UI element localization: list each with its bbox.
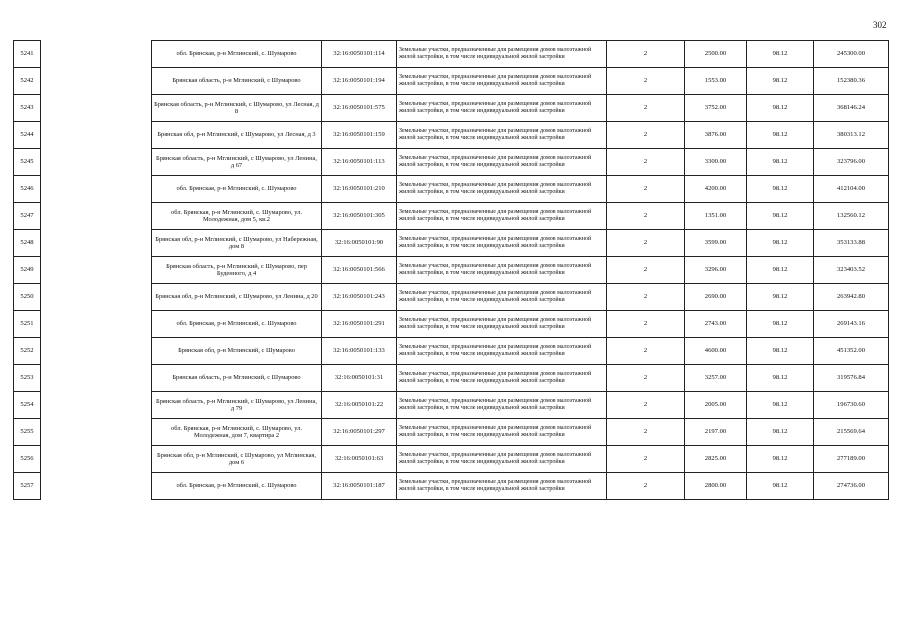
cadastral-value-cell: 319576.84 [814, 365, 889, 392]
cadastral-value-cell: 412104.00 [814, 176, 889, 203]
address-cell: Брянская обл, р-н Мглинский, с Шумарово, ул Мглинская, дом 6 [152, 446, 322, 473]
cadastral-number-cell: 32:16:0050101:291 [322, 311, 397, 338]
cadastral-number-cell: 32:16:0050101:297 [322, 419, 397, 446]
specific-value-cell: 98.12 [747, 419, 814, 446]
spacer-cell [41, 122, 152, 149]
specific-value-cell: 98.12 [747, 149, 814, 176]
table-row [14, 338, 889, 365]
address-cell: Брянская область, р-н Мглинский, с Шумарово [152, 68, 322, 95]
spacer-cell [41, 446, 152, 473]
group-cell: 2 [607, 257, 685, 284]
cadastral-value-table [13, 40, 889, 500]
address-cell: обл. Брянская, р-н Мглинский, с. Шумарово, ул. Молодежная, дом 7, квартира 2 [152, 419, 322, 446]
area-cell: 2743.00 [685, 311, 747, 338]
table-row [14, 230, 889, 257]
land-use-cell: Земельные участки, предназначенные для размещения домов малоэтажной жилой застройки, в том числе индивидуальной жилой застройки [397, 95, 607, 122]
cadastral-number-cell: 32:16:0050101:31 [322, 365, 397, 392]
specific-value-cell: 98.12 [747, 230, 814, 257]
row-number-cell: 5241 [14, 41, 41, 68]
address-cell: обл. Брянская, р-н Мглинский, с. Шумарово [152, 176, 322, 203]
group-cell: 2 [607, 446, 685, 473]
land-use-cell: Земельные участки, предназначенные для размещения домов малоэтажной жилой застройки, в том числе индивидуальной жилой застройки [397, 203, 607, 230]
land-use-cell: Земельные участки, предназначенные для размещения домов малоэтажной жилой застройки, в том числе индивидуальной жилой застройки [397, 284, 607, 311]
land-use-cell: Земельные участки, предназначенные для размещения домов малоэтажной жилой застройки, в том числе индивидуальной жилой застройки [397, 68, 607, 95]
address-cell: Брянская обл, р-н Мглинский, с Шумарово, ул Набережная, дом 8 [152, 230, 322, 257]
row-number-cell: 5249 [14, 257, 41, 284]
specific-value-cell: 98.12 [747, 473, 814, 500]
table-row [14, 311, 889, 338]
table-row [14, 41, 889, 68]
group-cell: 2 [607, 392, 685, 419]
table-row [14, 419, 889, 446]
specific-value-cell: 98.12 [747, 338, 814, 365]
address-cell: Брянская область, р-н Мглинский, с Шумарово, ул Лесная, д 8 [152, 95, 322, 122]
spacer-cell [41, 419, 152, 446]
cadastral-value-cell: 269143.16 [814, 311, 889, 338]
address-cell: Брянская обл, р-н Мглинский, с Шумарово [152, 338, 322, 365]
table-row [14, 257, 889, 284]
cadastral-value-cell: 263942.80 [814, 284, 889, 311]
area-cell: 3876.00 [685, 122, 747, 149]
cadastral-number-cell: 32:16:0050101:22 [322, 392, 397, 419]
group-cell: 2 [607, 41, 685, 68]
spacer-cell [41, 284, 152, 311]
group-cell: 2 [607, 203, 685, 230]
cadastral-number-cell: 32:16:0050101:566 [322, 257, 397, 284]
cadastral-value-cell: 274736.00 [814, 473, 889, 500]
specific-value-cell: 98.12 [747, 68, 814, 95]
land-use-cell: Земельные участки, предназначенные для размещения домов малоэтажной жилой застройки, в том числе индивидуальной жилой застройки [397, 365, 607, 392]
group-cell: 2 [607, 122, 685, 149]
land-use-cell: Земельные участки, предназначенные для размещения домов малоэтажной жилой застройки, в том числе индивидуальной жилой застройки [397, 392, 607, 419]
spacer-cell [41, 95, 152, 122]
cadastral-number-cell: 32:16:0050101:159 [322, 122, 397, 149]
row-number-cell: 5251 [14, 311, 41, 338]
address-cell: Брянская область, р-н Мглинский, с Шумарово, ул Ленина, д 79 [152, 392, 322, 419]
page-number: 302 [873, 20, 887, 30]
cadastral-value-cell: 132560.12 [814, 203, 889, 230]
spacer-cell [41, 41, 152, 68]
group-cell: 2 [607, 176, 685, 203]
area-cell: 4200.00 [685, 176, 747, 203]
specific-value-cell: 98.12 [747, 284, 814, 311]
cadastral-number-cell: 32:16:0050101:194 [322, 68, 397, 95]
table-row [14, 176, 889, 203]
land-use-cell: Земельные участки, предназначенные для размещения домов малоэтажной жилой застройки, в том числе индивидуальной жилой застройки [397, 338, 607, 365]
address-cell: Брянская область, р-н Мглинский, с Шумарово [152, 365, 322, 392]
cadastral-number-cell: 32:16:0050101:210 [322, 176, 397, 203]
spacer-cell [41, 338, 152, 365]
cadastral-number-cell: 32:16:0050101:63 [322, 446, 397, 473]
cadastral-number-cell: 32:16:0050101:90 [322, 230, 397, 257]
table-row [14, 149, 889, 176]
land-use-cell: Земельные участки, предназначенные для размещения домов малоэтажной жилой застройки, в том числе индивидуальной жилой застройки [397, 230, 607, 257]
group-cell: 2 [607, 311, 685, 338]
specific-value-cell: 98.12 [747, 41, 814, 68]
address-cell: Брянская обл, р-н Мглинский, с Шумарово, ул Ленина, д 20 [152, 284, 322, 311]
row-number-cell: 5255 [14, 419, 41, 446]
table-row [14, 392, 889, 419]
land-use-cell: Земельные участки, предназначенные для размещения домов малоэтажной жилой застройки, в том числе индивидуальной жилой застройки [397, 473, 607, 500]
specific-value-cell: 98.12 [747, 392, 814, 419]
specific-value-cell: 98.12 [747, 176, 814, 203]
specific-value-cell: 98.12 [747, 122, 814, 149]
address-cell: Брянская область, р-н Мглинский, с Шумарово, пер Буденного, д 4 [152, 257, 322, 284]
spacer-cell [41, 311, 152, 338]
area-cell: 4600.00 [685, 338, 747, 365]
cadastral-value-cell: 196730.60 [814, 392, 889, 419]
address-cell: Брянская обл, р-н Мглинский, с Шумарово, ул Лесная, д 3 [152, 122, 322, 149]
cadastral-number-cell: 32:16:0050101:113 [322, 149, 397, 176]
address-cell: обл. Брянская, р-н Мглинский, с. Шумарово [152, 41, 322, 68]
group-cell: 2 [607, 149, 685, 176]
spacer-cell [41, 203, 152, 230]
row-number-cell: 5250 [14, 284, 41, 311]
cadastral-number-cell: 32:16:0050101:133 [322, 338, 397, 365]
group-cell: 2 [607, 365, 685, 392]
row-number-cell: 5254 [14, 392, 41, 419]
area-cell: 2690.00 [685, 284, 747, 311]
area-cell: 2005.00 [685, 392, 747, 419]
specific-value-cell: 98.12 [747, 95, 814, 122]
specific-value-cell: 98.12 [747, 257, 814, 284]
spacer-cell [41, 392, 152, 419]
land-use-cell: Земельные участки, предназначенные для размещения домов малоэтажной жилой застройки, в том числе индивидуальной жилой застройки [397, 446, 607, 473]
specific-value-cell: 98.12 [747, 365, 814, 392]
group-cell: 2 [607, 95, 685, 122]
spacer-cell [41, 176, 152, 203]
spacer-cell [41, 473, 152, 500]
area-cell: 2197.00 [685, 419, 747, 446]
specific-value-cell: 98.12 [747, 446, 814, 473]
group-cell: 2 [607, 419, 685, 446]
cadastral-value-cell: 245300.00 [814, 41, 889, 68]
spacer-cell [41, 149, 152, 176]
table-row [14, 95, 889, 122]
table-row [14, 365, 889, 392]
cadastral-number-cell: 32:16:0050101:114 [322, 41, 397, 68]
land-use-cell: Земельные участки, предназначенные для размещения домов малоэтажной жилой застройки, в том числе индивидуальной жилой застройки [397, 176, 607, 203]
row-number-cell: 5246 [14, 176, 41, 203]
row-number-cell: 5252 [14, 338, 41, 365]
spacer-cell [41, 257, 152, 284]
cadastral-value-cell: 152380.36 [814, 68, 889, 95]
address-cell: Брянская область, р-н Мглинский, с Шумарово, ул Ленина, д 67 [152, 149, 322, 176]
table-row [14, 68, 889, 95]
land-use-cell: Земельные участки, предназначенные для размещения домов малоэтажной жилой застройки, в том числе индивидуальной жилой застройки [397, 41, 607, 68]
row-number-cell: 5247 [14, 203, 41, 230]
spacer-cell [41, 68, 152, 95]
cadastral-value-cell: 368146.24 [814, 95, 889, 122]
cadastral-value-cell: 323796.00 [814, 149, 889, 176]
land-use-cell: Земельные участки, предназначенные для размещения домов малоэтажной жилой застройки, в том числе индивидуальной жилой застройки [397, 311, 607, 338]
cadastral-number-cell: 32:16:0050101:575 [322, 95, 397, 122]
group-cell: 2 [607, 230, 685, 257]
area-cell: 2800.00 [685, 473, 747, 500]
area-cell: 2825.00 [685, 446, 747, 473]
cadastral-number-cell: 32:16:0050101:243 [322, 284, 397, 311]
spacer-cell [41, 230, 152, 257]
cadastral-value-cell: 380313.12 [814, 122, 889, 149]
land-use-cell: Земельные участки, предназначенные для размещения домов малоэтажной жилой застройки, в том числе индивидуальной жилой застройки [397, 419, 607, 446]
land-use-cell: Земельные участки, предназначенные для размещения домов малоэтажной жилой застройки, в том числе индивидуальной жилой застройки [397, 122, 607, 149]
group-cell: 2 [607, 68, 685, 95]
area-cell: 3257.00 [685, 365, 747, 392]
table-row [14, 473, 889, 500]
table-row [14, 122, 889, 149]
specific-value-cell: 98.12 [747, 203, 814, 230]
area-cell: 3296.00 [685, 257, 747, 284]
cadastral-value-cell: 215569.64 [814, 419, 889, 446]
area-cell: 2500.00 [685, 41, 747, 68]
row-number-cell: 5243 [14, 95, 41, 122]
area-cell: 3752.00 [685, 95, 747, 122]
cadastral-value-cell: 353133.88 [814, 230, 889, 257]
area-cell: 3599.00 [685, 230, 747, 257]
group-cell: 2 [607, 473, 685, 500]
table-row [14, 446, 889, 473]
row-number-cell: 5253 [14, 365, 41, 392]
row-number-cell: 5245 [14, 149, 41, 176]
cadastral-number-cell: 32:16:0050101:187 [322, 473, 397, 500]
address-cell: обл. Брянская, р-н Мглинский, с. Шумарово [152, 473, 322, 500]
group-cell: 2 [607, 338, 685, 365]
table-row [14, 284, 889, 311]
area-cell: 1553.00 [685, 68, 747, 95]
cadastral-value-cell: 451352.00 [814, 338, 889, 365]
row-number-cell: 5248 [14, 230, 41, 257]
table-row [14, 203, 889, 230]
cadastral-number-cell: 32:16:0050101:305 [322, 203, 397, 230]
area-cell: 3300.00 [685, 149, 747, 176]
cadastral-value-cell: 277189.00 [814, 446, 889, 473]
cadastral-value-cell: 323403.52 [814, 257, 889, 284]
land-use-cell: Земельные участки, предназначенные для размещения домов малоэтажной жилой застройки, в том числе индивидуальной жилой застройки [397, 257, 607, 284]
row-number-cell: 5257 [14, 473, 41, 500]
area-cell: 1351.00 [685, 203, 747, 230]
row-number-cell: 5242 [14, 68, 41, 95]
specific-value-cell: 98.12 [747, 311, 814, 338]
row-number-cell: 5256 [14, 446, 41, 473]
group-cell: 2 [607, 284, 685, 311]
spacer-cell [41, 365, 152, 392]
address-cell: обл. Брянская, р-н Мглинский, с. Шумарово [152, 311, 322, 338]
row-number-cell: 5244 [14, 122, 41, 149]
address-cell: обл. Брянская, р-н Мглинский, с. Шумарово, ул. Молодежная, дом 5, кв.2 [152, 203, 322, 230]
land-use-cell: Земельные участки, предназначенные для размещения домов малоэтажной жилой застройки, в том числе индивидуальной жилой застройки [397, 149, 607, 176]
